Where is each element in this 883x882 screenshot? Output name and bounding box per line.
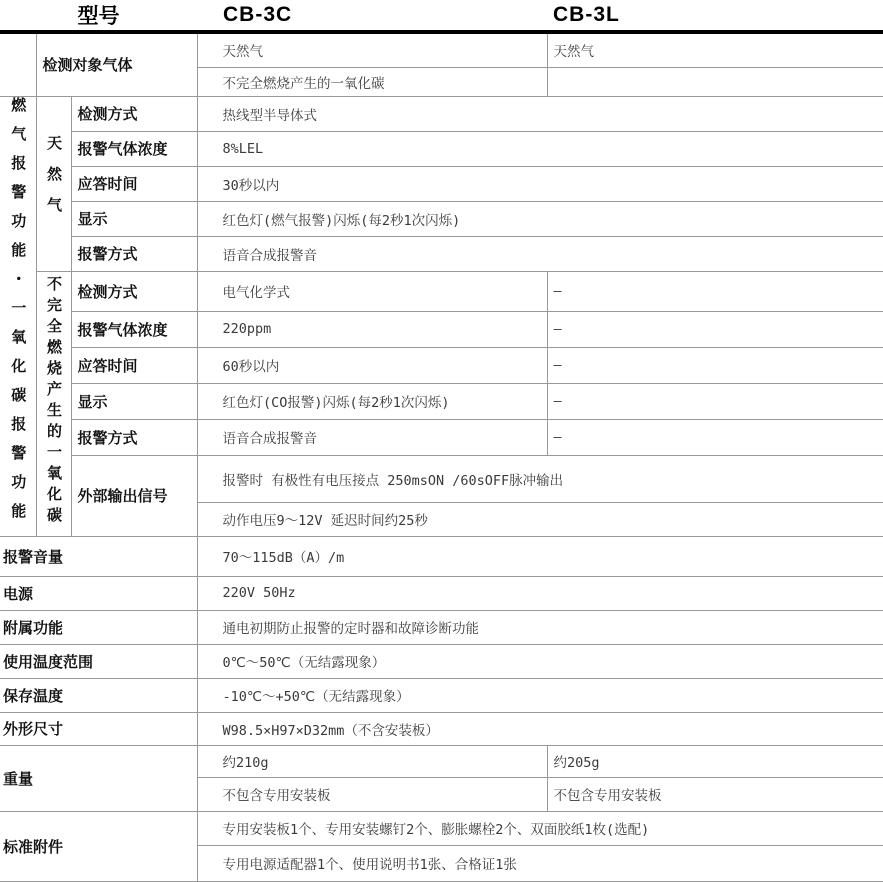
general-row-value: 0℃～50℃（无结露现象） — [197, 644, 883, 678]
general-row-label: 附属功能 — [0, 610, 197, 644]
model-cb3c-header: CB-3C — [197, 0, 547, 32]
general-row-value: 220V 50Hz — [197, 576, 883, 610]
natgas-row-value: 语音合成报警音 — [197, 236, 883, 271]
row-natgas-alarm-mode — [0, 236, 883, 271]
row-auxiliary-function — [0, 610, 883, 644]
row-co-alarm-concentration — [0, 311, 883, 347]
natgas-subgroup-cell — [36, 96, 71, 271]
row-dimensions — [0, 712, 883, 745]
external-output-value-1: 报警时 有极性有电压接点 250msON /60sOFF脉冲输出 — [197, 455, 883, 502]
row-power-supply — [0, 576, 883, 610]
natgas-row-value: 30秒以内 — [197, 166, 883, 201]
co-row-label: 显示 — [71, 383, 197, 419]
general-row-value: -10℃～+50℃（无结露现象） — [197, 678, 883, 712]
model-header-label: 型号 — [0, 0, 197, 32]
general-row-label: 使用温度范围 — [0, 644, 197, 678]
natgas-row-value: 8%LEL — [197, 131, 883, 166]
general-row-value: 通电初期防止报警的定时器和故障诊断功能 — [197, 610, 883, 644]
co-row-cb3l: – — [547, 419, 883, 455]
cell-detected-gas-cb3l-1: 天然气 — [547, 32, 883, 67]
co-subgroup-label: 不完全燃烧产生的一氧化碳 — [45, 275, 63, 528]
accessories-value-1: 专用安装板1个、专用安装螺钉2个、膨胀螺栓2个、双面胶纸1枚(选配) — [197, 811, 883, 845]
accessories-label: 标准附件 — [0, 811, 197, 881]
general-row-value: W98.5×H97×D32mm（不含安装板） — [197, 712, 883, 745]
cell-detected-gas-cb3c-1: 天然气 — [197, 32, 547, 67]
external-output-value-2: 动作电压9～12V 延迟时间约25秒 — [197, 502, 883, 536]
natgas-row-label: 检测方式 — [71, 96, 197, 131]
weight-label: 重量 — [0, 745, 197, 811]
general-row-label: 外形尺寸 — [0, 712, 197, 745]
co-row-label: 报警方式 — [71, 419, 197, 455]
row-co-display — [0, 383, 883, 419]
co-row-cb3l: – — [547, 271, 883, 311]
general-row-label: 保存温度 — [0, 678, 197, 712]
row-natgas-response-time — [0, 166, 883, 201]
natgas-row-label: 报警方式 — [71, 236, 197, 271]
co-row-cb3c: 红色灯(CO报警)闪烁(每2秒1次闪烁) — [197, 383, 547, 419]
co-row-label: 检测方式 — [71, 271, 197, 311]
weight-cb3c-1: 约210g — [197, 745, 547, 777]
cell-empty-corner — [0, 32, 36, 96]
natgas-row-label: 应答时间 — [71, 166, 197, 201]
cell-detected-gas-cb3l-2 — [547, 67, 883, 96]
general-row-label: 电源 — [0, 576, 197, 610]
row-external-output-1 — [0, 455, 883, 502]
weight-cb3l-1: 约205g — [547, 745, 883, 777]
row-co-detection-method — [0, 271, 883, 311]
group-label-cell — [0, 96, 36, 536]
weight-cb3l-2: 不包含专用安装板 — [547, 777, 883, 811]
natgas-subgroup-label: 天然气 — [45, 135, 63, 228]
co-row-cb3l: – — [547, 383, 883, 419]
co-row-cb3l: – — [547, 347, 883, 383]
general-row-value: 70～115dB（A）/m — [197, 536, 883, 576]
detected-gas-label: 检测对象气体 — [36, 32, 197, 96]
header-row — [0, 0, 883, 32]
row-co-alarm-mode — [0, 419, 883, 455]
general-row-label: 报警音量 — [0, 536, 197, 576]
model-cb3l-header: CB-3L — [547, 0, 883, 32]
row-alarm-volume — [0, 536, 883, 576]
co-row-cb3c: 60秒以内 — [197, 347, 547, 383]
row-natgas-alarm-concentration — [0, 131, 883, 166]
external-output-label: 外部输出信号 — [71, 455, 197, 536]
row-natgas-detection-method — [0, 96, 883, 131]
natgas-row-value: 红色灯(燃气报警)闪烁(每2秒1次闪烁) — [197, 201, 883, 236]
co-row-cb3c: 220ppm — [197, 311, 547, 347]
natgas-row-label: 显示 — [71, 201, 197, 236]
natgas-row-value: 热线型半导体式 — [197, 96, 883, 131]
co-row-label: 应答时间 — [71, 347, 197, 383]
co-row-label: 报警气体浓度 — [71, 311, 197, 347]
weight-cb3c-2: 不包含专用安装板 — [197, 777, 547, 811]
row-co-response-time — [0, 347, 883, 383]
row-weight-1 — [0, 745, 883, 777]
natgas-row-label: 报警气体浓度 — [71, 131, 197, 166]
row-natgas-display — [0, 201, 883, 236]
accessories-value-2: 专用电源适配器1个、使用说明书1张、合格证1张 — [197, 845, 883, 881]
row-storage-temperature — [0, 678, 883, 712]
group-label: 燃气报警功能・一氧化碳报警功能 — [9, 96, 28, 532]
row-accessories-1 — [0, 811, 883, 845]
co-row-cb3c: 电气化学式 — [197, 271, 547, 311]
row-operating-temperature — [0, 644, 883, 678]
cell-detected-gas-cb3c-2: 不完全燃烧产生的一氧化碳 — [197, 67, 547, 96]
row-detected-gas-1 — [0, 32, 883, 67]
co-subgroup-cell — [36, 271, 71, 536]
co-row-cb3c: 语音合成报警音 — [197, 419, 547, 455]
co-row-cb3l: – — [547, 311, 883, 347]
